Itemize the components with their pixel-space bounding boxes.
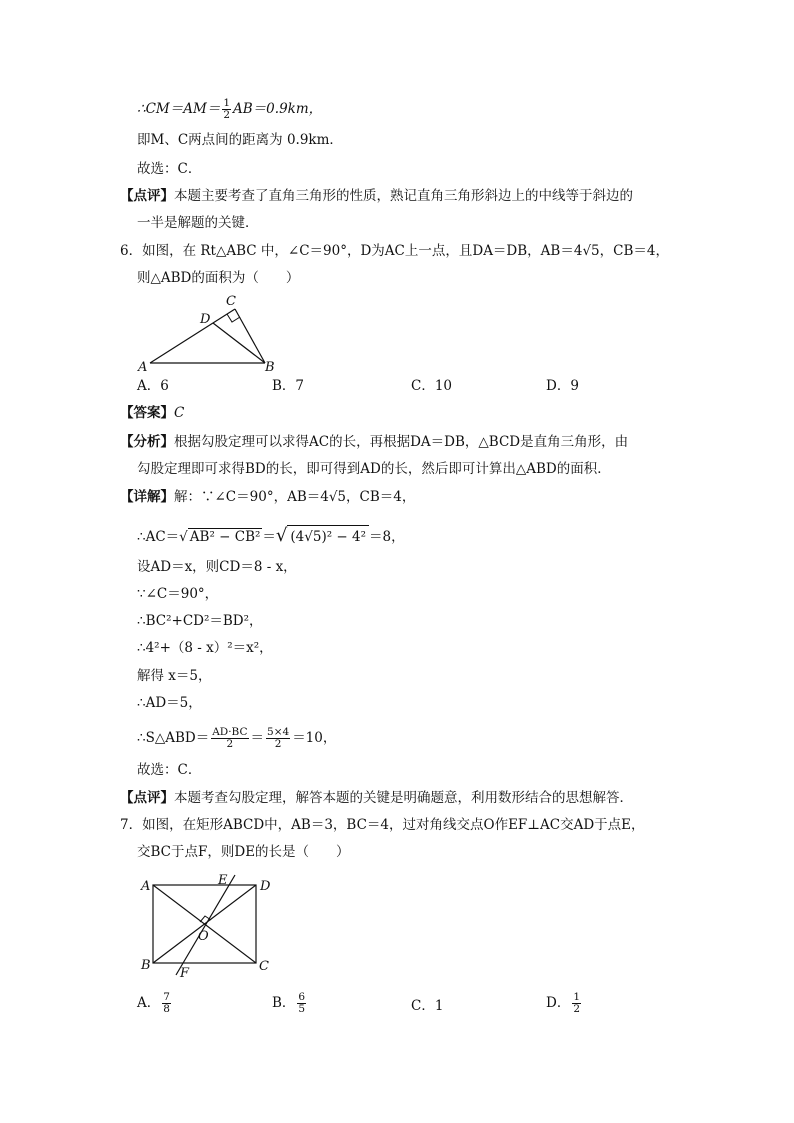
q7-label-d: D — [260, 879, 271, 894]
prev-line-2: 即M、C两点间的距离为 0.9km． — [137, 132, 343, 148]
prev-line-3: 故选：C． — [137, 161, 202, 177]
q6-triangle-figure — [130, 292, 290, 377]
fraction-area-value: $\frac{5\times 4}{2}$ — [267, 726, 290, 750]
q7-option-d[interactable]: D． $\frac{1}{2}$ — [546, 991, 581, 1015]
q7-stem-1: 7．如图，在矩形ABCD中，AB＝3，BC＝4，过对角线交点O作EF⊥AC交AD于点E， — [120, 817, 645, 833]
q6-comment: 【点评】本题考查勾股定理，解答本题的关键是明确题意，利用数形结合的思想解答． — [120, 790, 633, 806]
q7-label-e: E — [218, 873, 228, 888]
q6-detail-9: ∴S△ABD＝ $\frac{AD\cdot BC}{2}$ ＝ $\frac{5\times 4}{2}$ ＝10， — [137, 726, 337, 750]
q7-line-ef — [176, 875, 235, 975]
q6-label-c: C — [226, 294, 236, 309]
q6-stem-1: 6．如图，在 Rt△ABC 中，∠C＝90°，D为AC上一点，且DA＝DB，AB＝4√5，CB＝4， — [120, 243, 669, 259]
q6-answer: 【答案】C — [120, 405, 185, 421]
q6-detail-10: 故选：C． — [137, 762, 202, 778]
q7-option-b[interactable]: B． $\frac{6}{5}$ — [272, 991, 306, 1015]
q6-detail-6: ∴4²+（8 - x）²＝x²， — [137, 640, 273, 656]
q6-analysis-2: 勾股定理即可求得BD的长，即可得到AD的长，然后即可计算出△ABD的面积． — [137, 461, 611, 477]
q7-stem-2: 交BC于点F，则DE的长是（ ） — [137, 844, 350, 860]
q7-label-f: F — [180, 966, 190, 980]
fraction-half: $\frac{1}{2}$ — [223, 97, 231, 121]
q6-option-c[interactable]: C．10 — [411, 378, 453, 394]
prev-line-1: ∴CM＝AM＝ $\frac{1}{2}$ AB＝0.9km， — [137, 97, 323, 121]
q7-option-c[interactable]: C．1 — [411, 998, 444, 1014]
q7-label-c: C — [259, 959, 269, 974]
q6-label-d: D — [200, 312, 211, 327]
q6-detail-2: ∴AC＝√ AB² − CB² ＝√ (4√5)² − 4² ＝8， — [137, 525, 405, 546]
q6-detail-7: 解得 x＝5， — [137, 668, 212, 684]
fraction-area-formula: $\frac{AD\cdot BC}{2}$ — [212, 726, 248, 750]
q6-segment-db — [213, 323, 265, 363]
q6-label-a: A — [138, 360, 148, 375]
q7-label-a: A — [141, 879, 151, 894]
q6-detail-3: 设AD＝x，则CD＝8 - x， — [137, 559, 297, 575]
q6-option-d[interactable]: D．9 — [546, 378, 579, 394]
q6-stem-2: 则△ABD的面积为（ ） — [137, 270, 300, 286]
q7-label-b: B — [141, 958, 151, 973]
q6-analysis-1: 【分析】根据勾股定理可以求得AC的长，再根据DA＝DB，△BCD是直角三角形，由 — [120, 434, 629, 450]
q6-option-b[interactable]: B．7 — [272, 378, 305, 394]
q6-side-ac — [150, 309, 235, 363]
q7-rectangle-figure — [138, 868, 278, 980]
q7-label-o: O — [198, 929, 209, 944]
q6-label-b: B — [265, 360, 275, 375]
q6-detail-8: ∴AD＝5， — [137, 695, 202, 711]
q6-detail-1: 【详解】解：∵∠C＝90°，AB＝4√5，CB＝4， — [120, 489, 416, 505]
prev-comment: 【点评】本题主要考查了直角三角形的性质，熟记直角三角形斜边上的中线等于斜边的 — [120, 188, 633, 204]
prev-line-5: 一半是解题的关键． — [137, 215, 259, 231]
q6-detail-5: ∴BC²+CD²＝BD²， — [137, 613, 263, 629]
q7-option-a[interactable]: A． $\frac{7}{8}$ — [137, 991, 170, 1015]
q6-option-a[interactable]: A．6 — [137, 378, 169, 394]
q6-detail-4: ∵∠C＝90°， — [137, 586, 219, 602]
